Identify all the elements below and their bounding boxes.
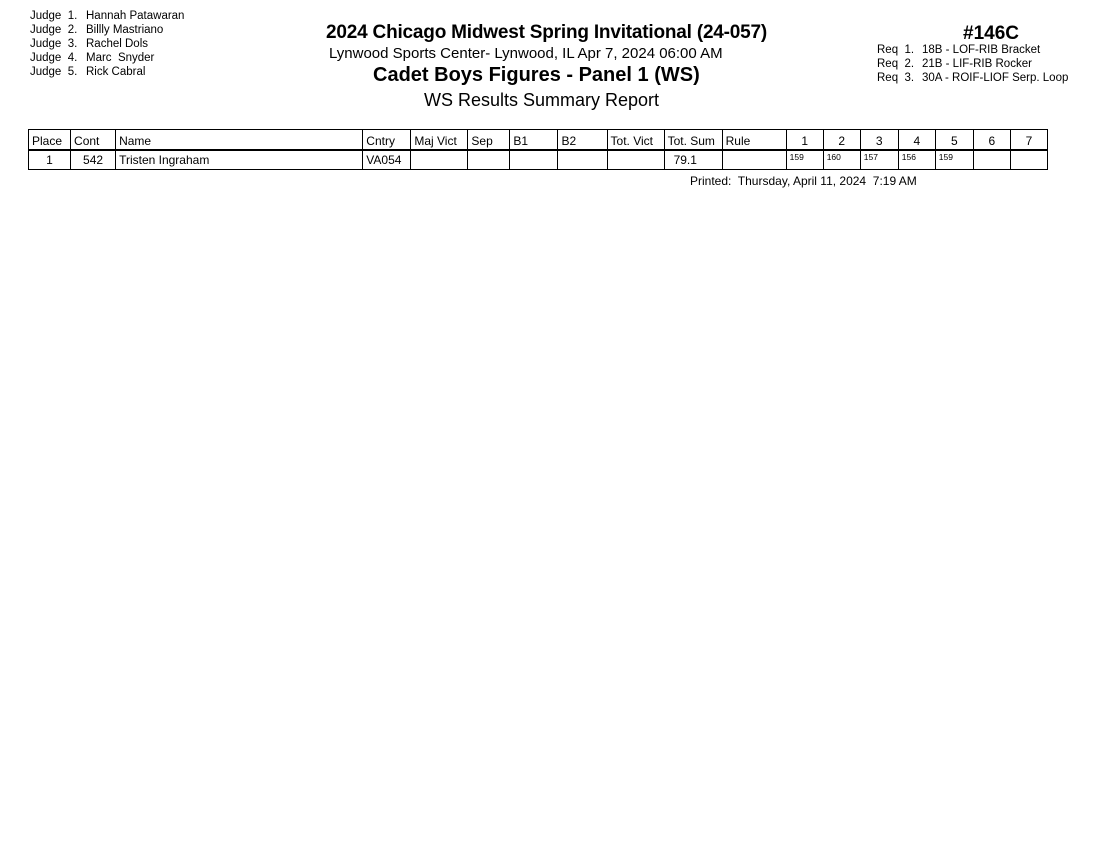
column-header-name: Name bbox=[116, 130, 363, 151]
judge-label: Judge 2. bbox=[30, 24, 78, 36]
judge-row bbox=[30, 51, 184, 65]
requirement-row bbox=[877, 43, 1068, 57]
cell-judge-1-score: 159 bbox=[786, 150, 823, 170]
judge-label: Judge 3. bbox=[30, 38, 78, 50]
judge-label: Judge 1. bbox=[30, 10, 78, 22]
requirement-label: Req 2. bbox=[877, 58, 915, 70]
table-header-row bbox=[29, 130, 1048, 151]
column-header-sep: Sep bbox=[468, 130, 510, 151]
column-header-b2: B2 bbox=[558, 130, 607, 151]
judge-row bbox=[30, 9, 184, 23]
requirement-label: Req 3. bbox=[877, 72, 915, 84]
cell-tot-vict bbox=[607, 150, 664, 170]
cell-judge-6-score bbox=[973, 150, 1010, 170]
column-header-maj-vict: Maj Vict bbox=[411, 130, 468, 151]
column-header-rule: Rule bbox=[722, 130, 786, 151]
judge-name: Billly Mastriano bbox=[86, 24, 164, 36]
cell-judge-4-score: 156 bbox=[898, 150, 935, 170]
report-title: WS Results Summary Report bbox=[424, 90, 660, 110]
cell-b2 bbox=[558, 150, 607, 170]
cell-cntry: VA054 bbox=[363, 150, 411, 170]
cell-judge-5-score: 159 bbox=[935, 150, 973, 170]
cell-name: Tristen Ingraham bbox=[116, 150, 363, 170]
results-table bbox=[28, 129, 1048, 170]
requirement-row bbox=[877, 71, 1068, 85]
cell-judge-2-score: 160 bbox=[823, 150, 860, 170]
column-header-judge-6: 6 bbox=[973, 130, 1010, 151]
column-header-judge-3: 3 bbox=[860, 130, 898, 151]
column-header-judge-1: 1 bbox=[786, 130, 823, 151]
column-header-judge-7: 7 bbox=[1010, 130, 1047, 151]
table-row bbox=[29, 150, 1048, 170]
cell-place: 1 bbox=[29, 150, 71, 170]
judge-row bbox=[30, 65, 184, 79]
requirement-row bbox=[877, 57, 1068, 71]
cell-tot-sum: 79.1 bbox=[664, 150, 722, 170]
cell-judge-3-score: 157 bbox=[860, 150, 898, 170]
requirement-text: 21B - LIF-RIB Rocker bbox=[922, 58, 1032, 70]
column-header-cont: Cont bbox=[71, 130, 116, 151]
requirement-text: 30A - ROIF-LIOF Serp. Loop bbox=[922, 72, 1069, 84]
cell-maj-vict bbox=[411, 150, 468, 170]
column-header-judge-2: 2 bbox=[823, 130, 860, 151]
judges-list bbox=[30, 9, 184, 79]
column-header-tot-sum: Tot. Sum bbox=[664, 130, 722, 151]
judge-name: Rachel Dols bbox=[86, 38, 148, 50]
judge-name: Rick Cabral bbox=[86, 66, 146, 78]
requirement-label: Req 1. bbox=[877, 44, 915, 56]
competition-title: 2024 Chicago Midwest Spring Invitational (24-057) bbox=[326, 22, 768, 43]
column-header-judge-5: 5 bbox=[935, 130, 973, 151]
judge-row bbox=[30, 37, 184, 51]
judge-name: Marc Snyder bbox=[86, 52, 155, 64]
printed-timestamp: Printed: Thursday, April 11, 2024 7:19 AM bbox=[690, 174, 917, 188]
column-header-place: Place bbox=[29, 130, 71, 151]
requirements-list bbox=[877, 43, 1068, 85]
column-header-cntry: Cntry bbox=[363, 130, 411, 151]
cell-sep bbox=[468, 150, 510, 170]
cell-cont: 542 bbox=[71, 150, 116, 170]
cell-b1 bbox=[510, 150, 558, 170]
cell-judge-7-score bbox=[1010, 150, 1047, 170]
judge-row bbox=[30, 23, 184, 37]
judge-label: Judge 4. bbox=[30, 52, 78, 64]
cell-rule bbox=[722, 150, 786, 170]
column-header-tot-vict: Tot. Vict bbox=[607, 130, 664, 151]
requirement-text: 18B - LOF-RIB Bracket bbox=[922, 44, 1041, 56]
judge-label: Judge 5. bbox=[30, 66, 78, 78]
event-title: Cadet Boys Figures - Panel 1 (WS) bbox=[373, 64, 700, 86]
event-number: #146C bbox=[963, 23, 1019, 44]
column-header-b1: B1 bbox=[510, 130, 558, 151]
venue-line: Lynwood Sports Center- Lynwood, IL Apr 7, 2024 06:00 AM bbox=[329, 45, 723, 62]
judge-name: Hannah Patawaran bbox=[86, 10, 185, 22]
column-header-judge-4: 4 bbox=[898, 130, 935, 151]
